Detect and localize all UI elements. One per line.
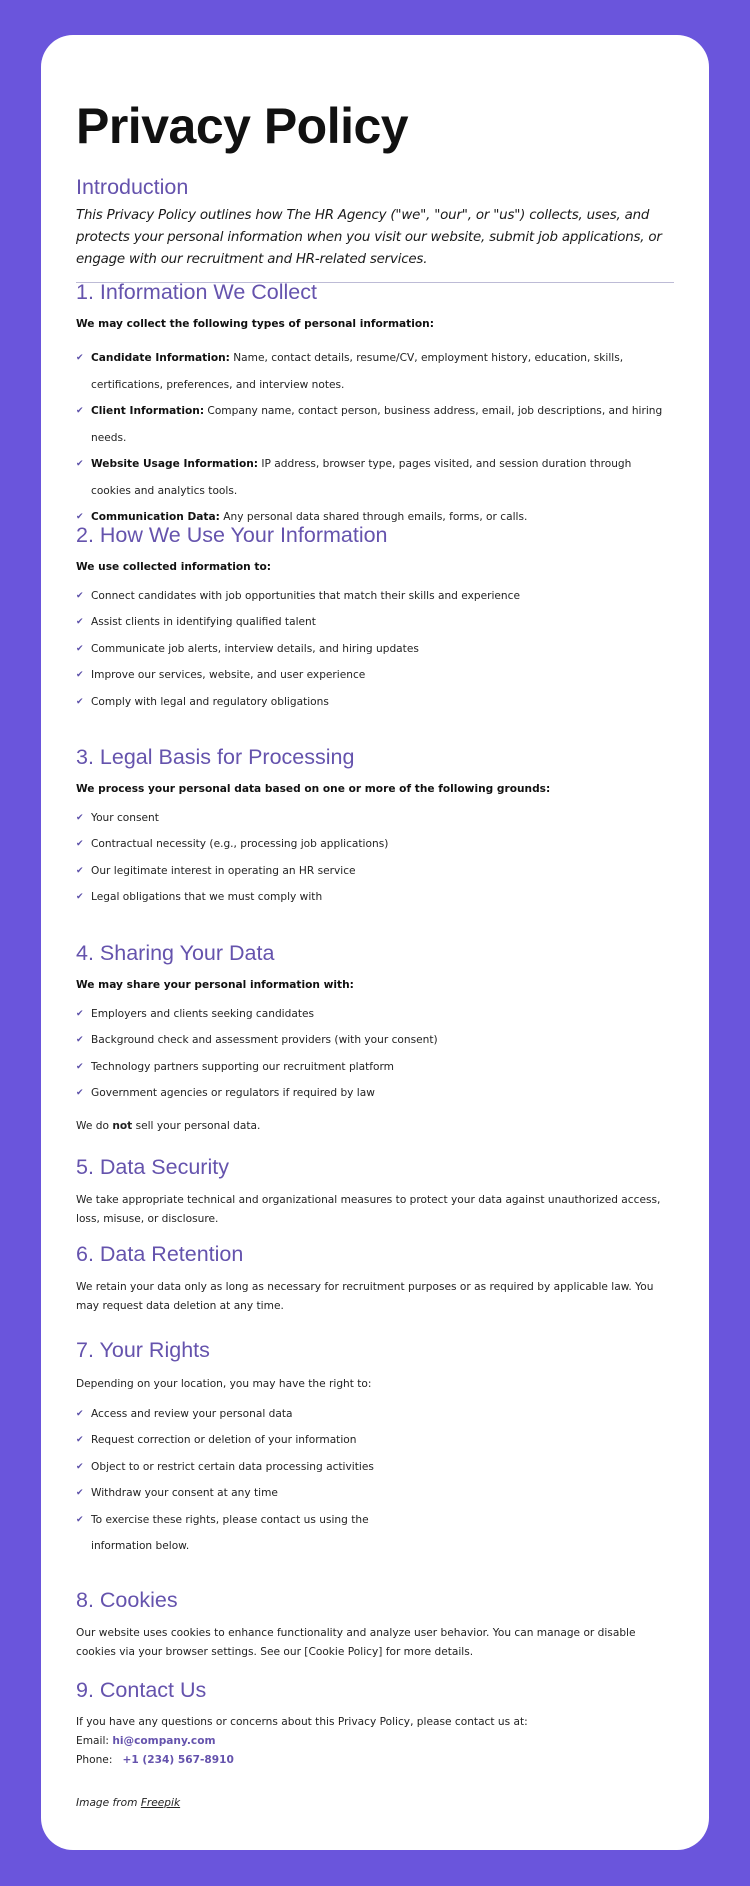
list-item: ✔ Background check and assessment providers (with your consent) — [76, 1027, 674, 1054]
rights-list — [76, 1401, 674, 1560]
use-list — [76, 583, 674, 716]
check-icon: ✔ — [76, 696, 84, 707]
check-icon: ✔ — [76, 1461, 84, 1472]
section-lead: We may share your personal information with: — [76, 978, 354, 991]
list-item: ✔ Comply with legal and regulatory obligations — [76, 689, 674, 716]
section-text: We retain your data only as long as necessary for recruitment purposes or as required by applicable law. You may request data deletion at any time. — [76, 1280, 654, 1312]
list-item: ✔ Assist clients in identifying qualified talent — [76, 609, 674, 636]
list-item: ✔ Technology partners supporting our recruitment platform — [76, 1054, 674, 1081]
check-icon: ✔ — [76, 512, 84, 522]
intro-text: This Privacy Policy outlines how The HR Agency ("we", "our", or "us") collects, uses, and protects your personal information when you visit our website, submit job applications, or engage with our recruitment and HR-related services. — [76, 207, 662, 267]
check-icon: ✔ — [76, 1008, 84, 1019]
section-text: Our website uses cookies to enhance functionality and analyze user behavior. You can manage or disable cookies via your browser settings. See our [Cookie Policy] for more details. — [76, 1626, 636, 1658]
section-lead: We use collected information to: — [76, 560, 271, 573]
check-icon: ✔ — [76, 590, 84, 601]
check-icon: ✔ — [76, 1408, 84, 1419]
phone-link[interactable]: +1 (234) 567-8910 — [122, 1753, 234, 1766]
check-icon: ✔ — [76, 1061, 84, 1072]
check-icon: ✔ — [76, 406, 84, 416]
image-credit: Image from Freepik — [76, 1797, 181, 1809]
section-heading: 2. How We Use Your Information — [76, 523, 388, 547]
list-item: ✔ Our legitimate interest in operating an HR service — [76, 858, 674, 885]
list-item: ✔ Client Information: Company name, contact person, business address, email, job descriptions, and hiring needs. — [76, 398, 674, 451]
list-item: ✔ Access and review your personal data — [76, 1401, 674, 1428]
list-item: ✔ Communicate job alerts, interview details, and hiring updates — [76, 636, 674, 663]
check-icon: ✔ — [76, 353, 84, 363]
section-your-rights — [76, 1338, 674, 1560]
list-item: ✔ Connect candidates with job opportunities that match their skills and experience — [76, 583, 674, 610]
check-icon: ✔ — [76, 865, 84, 876]
contact-phone: Phone: +1 (234) 567-8910 — [76, 1753, 234, 1766]
check-icon: ✔ — [76, 1035, 84, 1046]
section-contact-us — [76, 1678, 674, 1770]
list-item: ✔ To exercise these rights, please contact us using the information below. — [76, 1507, 421, 1560]
check-icon: ✔ — [76, 1488, 84, 1499]
list-item: ✔ Improve our services, website, and user experience — [76, 662, 674, 689]
list-item: ✔ Legal obligations that we must comply with — [76, 884, 674, 911]
list-item: ✔ Communication Data: Any personal data shared through emails, forms, or calls. — [76, 504, 674, 531]
policy-card — [41, 35, 709, 1850]
list-item: ✔ Government agencies or regulators if required by law — [76, 1080, 674, 1107]
freepik-link[interactable]: Freepik — [140, 1797, 181, 1809]
check-icon: ✔ — [76, 670, 84, 681]
check-icon: ✔ — [76, 617, 84, 628]
sharing-list — [76, 1001, 674, 1107]
list-item: ✔ Employers and clients seeking candidates — [76, 1001, 674, 1028]
check-icon: ✔ — [76, 1435, 84, 1446]
section-heading: 8. Cookies — [76, 1588, 178, 1612]
section-text: If you have any questions or concerns about this Privacy Policy, please contact us at: — [76, 1715, 528, 1728]
check-icon: ✔ — [76, 1514, 84, 1525]
section-heading: 5. Data Security — [76, 1155, 229, 1179]
section-cookies — [76, 1588, 674, 1662]
check-icon: ✔ — [76, 459, 84, 469]
section-heading: 1. Information We Collect — [76, 280, 317, 304]
list-item: ✔ Candidate Information: Name, contact details, resume/CV, employment history, education, skills, certifications, preferences, and interview notes. — [76, 345, 674, 398]
section-how-we-use — [76, 523, 674, 715]
section-data-retention — [76, 1242, 674, 1316]
legal-basis-list — [76, 805, 674, 911]
check-icon: ✔ — [76, 812, 84, 823]
list-item: ✔ Withdraw your consent at any time — [76, 1480, 674, 1507]
section-heading: 9. Contact Us — [76, 1678, 207, 1702]
section-information-we-collect — [76, 280, 674, 330]
section-lead: Depending on your location, you may have the right to: — [76, 1377, 372, 1390]
list-item: ✔ Your consent — [76, 805, 674, 832]
intro-heading: Introduction — [76, 175, 189, 199]
check-icon: ✔ — [76, 892, 84, 903]
section-heading: 7. Your Rights — [76, 1338, 210, 1362]
check-icon: ✔ — [76, 1088, 84, 1099]
check-icon: ✔ — [76, 643, 84, 654]
section-legal-basis — [76, 745, 674, 911]
list-item: ✔ Contractual necessity (e.g., processing job applications) — [76, 831, 674, 858]
no-sell-note: We do not sell your personal data. — [76, 1119, 261, 1132]
section-text: We take appropriate technical and organizational measures to protect your data against unauthorized access, loss, misuse, or disclosure. — [76, 1193, 661, 1225]
email-link[interactable]: hi@company.com — [112, 1734, 216, 1747]
section-sharing — [76, 941, 674, 1136]
list-item: ✔ Object to or restrict certain data processing activities — [76, 1454, 674, 1481]
list-item: ✔ Request correction or deletion of your information — [76, 1427, 674, 1454]
contact-email: Email: hi@company.com — [76, 1734, 216, 1747]
section-lead: We may collect the following types of personal information: — [76, 317, 434, 330]
collect-list — [76, 345, 674, 531]
section-heading: 3. Legal Basis for Processing — [76, 745, 355, 769]
section-heading: 4. Sharing Your Data — [76, 941, 275, 965]
page-title: Privacy Policy — [76, 98, 409, 154]
list-item: ✔ Website Usage Information: IP address, browser type, pages visited, and session duration through cookies and analytics tools. — [76, 451, 674, 504]
section-heading: 6. Data Retention — [76, 1242, 244, 1266]
check-icon: ✔ — [76, 839, 84, 850]
section-lead: We process your personal data based on one or more of the following grounds: — [76, 782, 551, 795]
section-data-security — [76, 1155, 674, 1229]
